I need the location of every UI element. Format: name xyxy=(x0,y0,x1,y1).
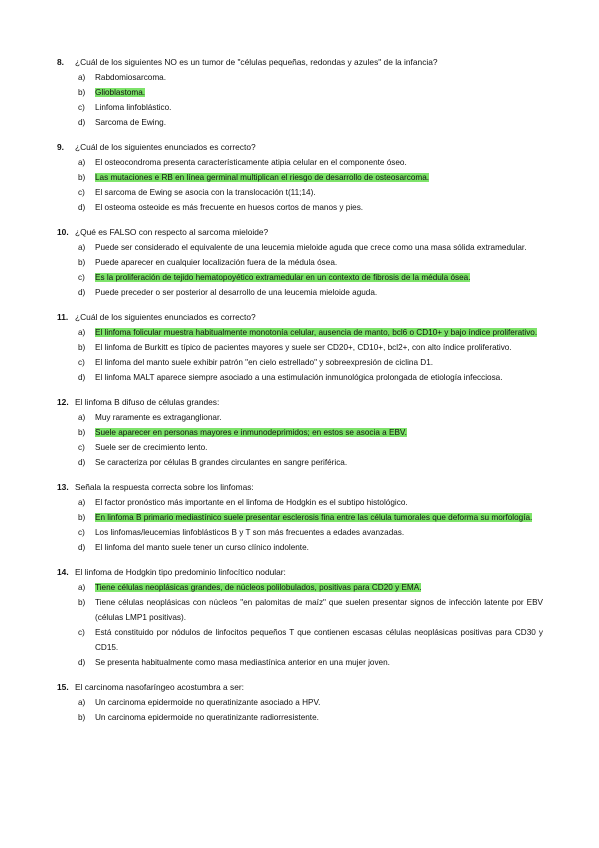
question-text: ¿Cuál de los siguientes enunciados es correcto? xyxy=(75,142,256,152)
option-letter: d) xyxy=(78,543,86,552)
option xyxy=(0,185,599,200)
option-correct xyxy=(0,580,599,595)
option xyxy=(0,155,599,170)
option xyxy=(0,595,599,625)
option-text: Los linfomas/leucemias linfoblásticos B y T son más frecuentes a edades avanzadas. xyxy=(95,528,405,537)
question-spacer xyxy=(0,470,599,480)
question-block xyxy=(0,680,599,725)
option-letter: a) xyxy=(78,158,86,167)
option-text: Rabdomiosarcoma. xyxy=(95,73,166,82)
question-number: 10. xyxy=(57,227,69,237)
option-correct xyxy=(0,510,599,525)
question-text: El linfoma B difuso de células grandes: xyxy=(75,397,220,407)
option-letter: a) xyxy=(78,498,86,507)
option-correct xyxy=(0,270,599,285)
option xyxy=(0,355,599,370)
option-letter: a) xyxy=(78,243,86,252)
question-spacer xyxy=(0,555,599,565)
option-letter: b) xyxy=(78,343,86,352)
option-letter: a) xyxy=(78,73,86,82)
option xyxy=(0,455,599,470)
question-block xyxy=(0,55,599,130)
option-letter: b) xyxy=(78,88,86,97)
question-number: 8. xyxy=(57,57,64,67)
option-text: El sarcoma de Ewing se asocia con la translocación t(11;14). xyxy=(95,188,316,197)
option-letter: d) xyxy=(78,373,86,382)
option-text: Puede ser considerado el equivalente de una leucemia mieloide aguda que crece como una masa sólida extramedular. xyxy=(95,243,527,252)
question-block xyxy=(0,225,599,300)
option xyxy=(0,525,599,540)
option xyxy=(0,695,599,710)
option-text: Glioblastoma. xyxy=(95,88,146,97)
question-block xyxy=(0,565,599,670)
question-number: 13. xyxy=(57,482,69,492)
option xyxy=(0,655,599,670)
question-block xyxy=(0,310,599,385)
option-letter: c) xyxy=(78,188,85,197)
option xyxy=(0,370,599,385)
question-line xyxy=(0,565,599,580)
question-block xyxy=(0,140,599,215)
question-text: ¿Qué es FALSO con respecto al sarcoma mieloide? xyxy=(75,227,269,237)
question-spacer xyxy=(0,130,599,140)
question-spacer xyxy=(0,385,599,395)
option-text: Tiene células neoplásicas grandes, de núcleos polilobulados, positivas para CD20 y EMA. xyxy=(95,583,422,592)
question-text: El linfoma de Hodgkin tipo predominio linfocítico nodular: xyxy=(75,567,286,577)
option-letter: b) xyxy=(78,258,86,267)
option-letter: b) xyxy=(78,428,86,437)
option-correct xyxy=(0,425,599,440)
option-correct xyxy=(0,170,599,185)
option-text: El factor pronóstico más importante en el linfoma de Hodgkin es el subtipo histológico. xyxy=(95,498,408,507)
option-text: Las mutaciones e RB en línea germinal multiplican el riesgo de desarrollo de osteosarcoma. xyxy=(95,173,430,182)
question-block xyxy=(0,480,599,555)
option-text: Puede preceder o ser posterior al desarrollo de una leucemia mieloide aguda. xyxy=(95,288,378,297)
option-text: El linfoma MALT aparece siempre asociado a una estimulación inmunológica prolongada de etiología infecciosa. xyxy=(95,373,503,382)
option-text: Sarcoma de Ewing. xyxy=(95,118,166,127)
option-text: Puede aparecer en cualquier localización fuera de la médula ósea. xyxy=(95,258,338,267)
option-text: Es la proliferación de tejido hematopoyético extramedular en un contexto de fibrosis de la médula ósea. xyxy=(95,273,471,282)
option-text: Suele ser de crecimiento lento. xyxy=(95,443,208,452)
option-letter: d) xyxy=(78,658,86,667)
question-line xyxy=(0,140,599,155)
question-spacer xyxy=(0,215,599,225)
question-line xyxy=(0,55,599,70)
option-letter: b) xyxy=(78,713,86,722)
question-text: Señala la respuesta correcta sobre los linfomas: xyxy=(75,482,254,492)
option xyxy=(0,200,599,215)
option-letter: a) xyxy=(78,583,86,592)
exam-document xyxy=(0,55,599,725)
option-letter: d) xyxy=(78,458,86,467)
option-text: En linfoma B primario mediastínico suele presentar esclerosis fina entre las célula tumorales que deforma su morfología. xyxy=(95,513,533,522)
option-letter: a) xyxy=(78,328,86,337)
option-letter: b) xyxy=(78,513,86,522)
option xyxy=(0,540,599,555)
option-text: El osteoma osteoide es más frecuente en huesos cortos de manos y pies. xyxy=(95,203,364,212)
option-letter: d) xyxy=(78,118,86,127)
option-correct xyxy=(0,85,599,100)
option-text: Tiene células neoplásicas con núcleos "en palomitas de maíz" que suelen presentar signos de infección latente por EBV (células LMP1 positivas). xyxy=(95,598,543,622)
option xyxy=(0,285,599,300)
option-text: Suele aparecer en personas mayores e inmunodeprimidos; en estos se asocia a EBV. xyxy=(95,428,407,437)
option-letter: a) xyxy=(78,413,86,422)
option-text: Un carcinoma epidermoide no queratinizante asociado a HPV. xyxy=(95,698,321,707)
option-text: El linfoma folicular muestra habitualmente monotonía celular, ausencia de manto, bcl6 o CD10+ y bajo índice proliferativo. xyxy=(95,328,538,337)
option-text: El linfoma del manto suele tener un curso clínico indolente. xyxy=(95,543,309,552)
option xyxy=(0,625,599,655)
option xyxy=(0,255,599,270)
question-number: 15. xyxy=(57,682,69,692)
option xyxy=(0,115,599,130)
question-line xyxy=(0,225,599,240)
question-line xyxy=(0,680,599,695)
option-letter: c) xyxy=(78,628,85,637)
option xyxy=(0,710,599,725)
option xyxy=(0,70,599,85)
option-letter: a) xyxy=(78,698,86,707)
question-line xyxy=(0,395,599,410)
option-letter: b) xyxy=(78,598,86,607)
question-number: 9. xyxy=(57,142,64,152)
option xyxy=(0,340,599,355)
question-text: El carcinoma nasofaríngeo acostumbra a ser: xyxy=(75,682,244,692)
option-text: Muy raramente es extraganglionar. xyxy=(95,413,222,422)
option-text: El linfoma del manto suele exhibir patrón "en cielo estrellado" y sobreexpresión de ciclina D1. xyxy=(95,358,434,367)
question-text: ¿Cuál de los siguientes enunciados es correcto? xyxy=(75,312,256,322)
option-text: El osteocondroma presenta característicamente atipia celular en el componente óseo. xyxy=(95,158,407,167)
question-spacer xyxy=(0,300,599,310)
question-line xyxy=(0,310,599,325)
question-text: ¿Cuál de los siguientes NO es un tumor de "células pequeñas, redondas y azules" de la infancia? xyxy=(75,57,438,67)
option xyxy=(0,240,599,255)
option-letter: d) xyxy=(78,203,86,212)
option-letter: d) xyxy=(78,288,86,297)
question-number: 14. xyxy=(57,567,69,577)
option-text: Linfoma linfoblástico. xyxy=(95,103,172,112)
question-block xyxy=(0,395,599,470)
option xyxy=(0,495,599,510)
option xyxy=(0,440,599,455)
option-text: Se presenta habitualmente como masa mediastínica anterior en una mujer joven. xyxy=(95,658,390,667)
option-letter: c) xyxy=(78,273,85,282)
question-number: 11. xyxy=(57,312,69,322)
option-text: Se caracteriza por células B grandes circulantes en sangre periférica. xyxy=(95,458,348,467)
option-letter: c) xyxy=(78,443,85,452)
option-text: Está constituido por nódulos de linfocitos pequeños T que contienen escasas células neoplásicas positivas para CD30 y CD15. xyxy=(95,628,543,652)
option-text: Un carcinoma epidermoide no queratinizante radiorresistente. xyxy=(95,713,319,722)
option xyxy=(0,410,599,425)
option-letter: c) xyxy=(78,358,85,367)
option-correct xyxy=(0,325,599,340)
option-letter: b) xyxy=(78,173,86,182)
option-letter: c) xyxy=(78,528,85,537)
question-number: 12. xyxy=(57,397,69,407)
option xyxy=(0,100,599,115)
question-line xyxy=(0,480,599,495)
option-letter: c) xyxy=(78,103,85,112)
option-text: El linfoma de Burkitt es típico de pacientes mayores y suele ser CD20+, CD10+, bcl2+, con alto índice proliferativo. xyxy=(95,343,512,352)
question-spacer xyxy=(0,670,599,680)
